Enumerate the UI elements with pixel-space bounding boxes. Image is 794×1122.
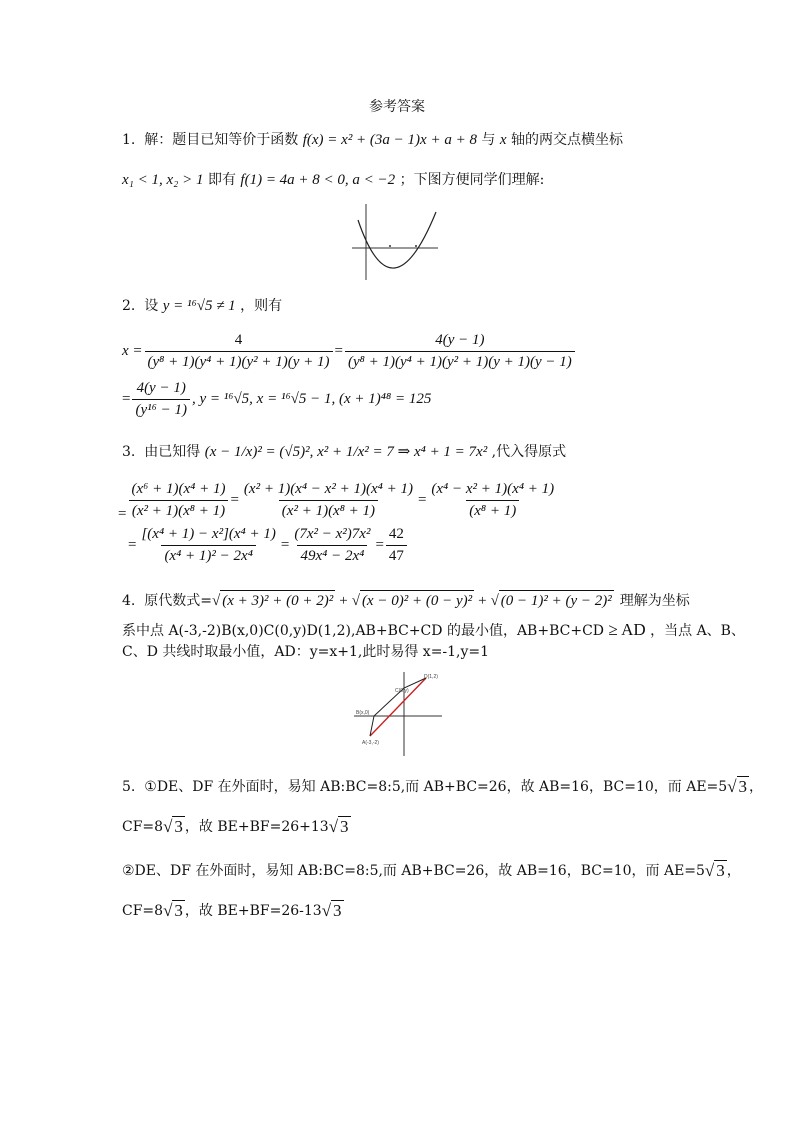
q2-frac1-num: 4 — [234, 332, 243, 348]
q3-r2-frac2-den: 49x⁴ − 2x⁴ — [297, 545, 367, 565]
point-a-label: A(-3,-2) — [362, 740, 379, 746]
q2-frac2-num: 4(y − 1) — [435, 332, 485, 348]
q2-x-eq: x = — [122, 343, 143, 359]
q3-r1-frac1 — [128, 481, 228, 520]
q3-given: (x − 1/x)² = (√5)², x² + 1/x² = 7 ⇒ x⁴ + 1 = 7x² — [204, 444, 488, 460]
q1-line1 — [122, 130, 623, 150]
q1-result: f(1) = 4a + 8 < 0, a < −2 — [240, 172, 396, 188]
q4-number: 4. — [122, 592, 136, 609]
q4-plus: + — [478, 592, 487, 609]
q2-frac3 — [132, 380, 189, 419]
point-d-label: D(1,2) — [424, 674, 438, 680]
q4-sqrt1: (x + 3)² + (0 + 2)² — [220, 590, 335, 611]
sqrt-sign-icon: √ — [163, 900, 173, 920]
q3-text-b: ,代入得原式 — [491, 444, 567, 460]
sqrt-sign-icon: √ — [490, 592, 499, 609]
q3-equals: = — [128, 537, 137, 553]
sqrt-sign-icon: √ — [163, 816, 173, 836]
q4-ge-ad: ≥ AD — [608, 620, 646, 639]
tick-mark — [389, 245, 391, 247]
q5-line3 — [122, 860, 741, 881]
q2-frac3-den: (y¹⁶ − 1) — [132, 399, 189, 419]
q5-p2-a: ②DE、DF 在外面时，易知 AB:BC=8:5,而 AB+BC=26，故 AB=16，BC=10，而 AE=5 — [122, 862, 705, 879]
q5-line2 — [122, 816, 351, 837]
q2-equals-2: = — [122, 391, 131, 407]
parabola-curve — [358, 212, 436, 268]
q2-frac1-den: (y⁸ + 1)(y⁴ + 1)(y² + 1)(y + 1) — [145, 351, 333, 371]
q3-r1-frac2-num: (x² + 1)(x⁴ − x² + 1)(x⁴ + 1) — [243, 481, 413, 497]
q5-comma: ， — [749, 778, 764, 795]
q1-xvar: x — [499, 132, 507, 148]
q5-p2-b: CF=8 — [122, 902, 164, 919]
q2-text-b: ，则有 — [240, 298, 283, 314]
q1-line2 — [122, 170, 544, 190]
page-title: 参考答案 — [369, 99, 425, 115]
q2-def: y = ¹⁶√5 ≠ 1 — [162, 298, 236, 314]
q2-text-a: 设 — [144, 298, 159, 314]
q3-r1-frac1-num: (x⁶ + 1)(x⁴ + 1) — [131, 481, 226, 497]
q3-r1-frac1-den: (x² + 1)(x⁸ + 1) — [129, 500, 228, 520]
q3-equals: = — [280, 537, 290, 553]
q3-equals: = — [417, 492, 427, 508]
q3-eq-row1 — [118, 478, 559, 523]
sqrt-sign-icon: √ — [328, 816, 339, 836]
q3-line1 — [122, 442, 566, 462]
q3-r2-frac1-num: [(x⁴ + 1) − x²](x⁴ + 1) — [141, 526, 276, 542]
q3-r2-frac3 — [386, 526, 407, 565]
q4-sqrt2: (x − 0)² + (0 − y)² — [360, 590, 474, 611]
line-ad — [370, 678, 426, 736]
q2-eq-row1 — [122, 332, 577, 371]
q5-root: 3 — [738, 777, 748, 796]
q4-sqrt3: (0 − 1)² + (y − 2)² — [499, 590, 614, 611]
q3-r1-frac2-den: (x² + 1)(x⁸ + 1) — [279, 500, 378, 520]
q3-r2-frac3-num: 42 — [388, 526, 404, 542]
q2-frac2-den: (y⁸ + 1)(y⁴ + 1)(y² + 1)(y + 1)(y − 1) — [345, 351, 575, 371]
q1-text-e: ；下图方便同学们理解: — [399, 172, 545, 188]
q3-r2-frac2 — [291, 526, 373, 565]
q4-plus: + — [339, 592, 348, 609]
coordinate-figure — [352, 670, 444, 758]
point-c-label: C(0,y) — [395, 688, 409, 694]
q4-line3: C、D 共线时取最小值，AD：y=x+1,此时易得 x=-1,y=1 — [122, 644, 490, 660]
q2-frac3-num: 4(y − 1) — [136, 380, 186, 396]
sqrt-sign-icon: √ — [351, 592, 360, 609]
q5-line4 — [122, 900, 344, 921]
sqrt-sign-icon: √ — [321, 900, 332, 920]
q3-equals: = — [230, 492, 239, 508]
q4-line2-b: ，当点 A、B、 — [650, 623, 745, 639]
q3-r2-frac1 — [138, 526, 278, 565]
q5-p1-a: ①DE、DF 在外面时，易知 AB:BC=8:5,而 AB+BC=26，故 AB=16，BC=10，而 AE=5 — [144, 778, 728, 795]
q1-text-b: 与 — [481, 132, 496, 148]
q2-frac1 — [145, 332, 333, 371]
q3-r2-frac3-den: 47 — [386, 545, 407, 565]
q5-root: 3 — [340, 817, 349, 836]
q5-line1 — [122, 776, 763, 797]
q4-text-a: 原代数式= — [144, 592, 212, 609]
sqrt-sign-icon: √ — [727, 776, 737, 796]
q1-text-d: 即有 — [207, 172, 236, 188]
q3-text-a: 由已知得 — [144, 444, 201, 460]
q3-r1-frac3-num: (x⁴ − x² + 1)(x⁴ + 1) — [431, 481, 555, 497]
q3-r1-frac2 — [241, 481, 416, 520]
q2-number: 2. — [122, 298, 136, 314]
q2-eq-row2 — [122, 380, 431, 419]
q5-root: 3 — [716, 861, 725, 880]
q3-number: 3. — [122, 444, 136, 460]
q5-p1-b: CF=8 — [122, 818, 164, 835]
q3-equals-lead: = — [118, 506, 127, 522]
q1-text-a: 解：题目已知等价于函数 — [144, 132, 299, 148]
q5-root: 3 — [333, 901, 342, 920]
q2-line1 — [122, 296, 282, 316]
q3-r1-frac3-den: (x⁸ + 1) — [466, 500, 519, 520]
q4-line1 — [122, 590, 690, 611]
q4-line2-a: 系中点 A(-3,-2)B(x,0)C(0,y)D(1,2),AB+BC+CD 的最小值，AB+BC+CD — [122, 623, 605, 639]
q2-equals: = — [334, 343, 344, 359]
point-b-label: B(x,0) — [356, 710, 370, 716]
q1-cond: x₁ < 1, x₂ > 1 — [122, 172, 204, 188]
q1-text-c: 轴的两交点横坐标 — [510, 132, 623, 148]
q1-formula: f(x) = x² + (3a − 1)x + a + 8 — [302, 132, 477, 148]
q3-r2-frac1-den: (x⁴ + 1)² − 2x⁴ — [161, 545, 255, 565]
parabola-figure — [350, 202, 442, 282]
q3-r1-frac3 — [428, 481, 557, 520]
sqrt-sign-icon: √ — [704, 860, 715, 880]
q3-r2-frac2-num: (7x² − x²)7x² — [294, 526, 371, 542]
q5-root: 3 — [174, 817, 183, 836]
q5-root: 3 — [174, 901, 183, 920]
q3-equals: = — [375, 537, 384, 553]
q3-eq-row2 — [128, 526, 409, 565]
tick-mark — [415, 245, 417, 247]
q2-tail: , y = ¹⁶√5, x = ¹⁶√5 − 1, (x + 1)⁴⁸ = 125 — [191, 391, 432, 407]
q5-p1-c: ，故 BE+BF=26+13 — [184, 818, 329, 835]
sqrt-sign-icon: √ — [212, 592, 221, 609]
q4-line2 — [122, 620, 745, 641]
q4-text-b: 理解为坐标 — [619, 592, 690, 609]
q1-number: 1. — [122, 132, 136, 148]
q5-comma: ， — [726, 862, 741, 879]
q5-p2-c: ，故 BE+BF=26-13 — [184, 902, 322, 919]
q5-number: 5. — [122, 778, 136, 795]
q2-frac2 — [345, 332, 575, 371]
